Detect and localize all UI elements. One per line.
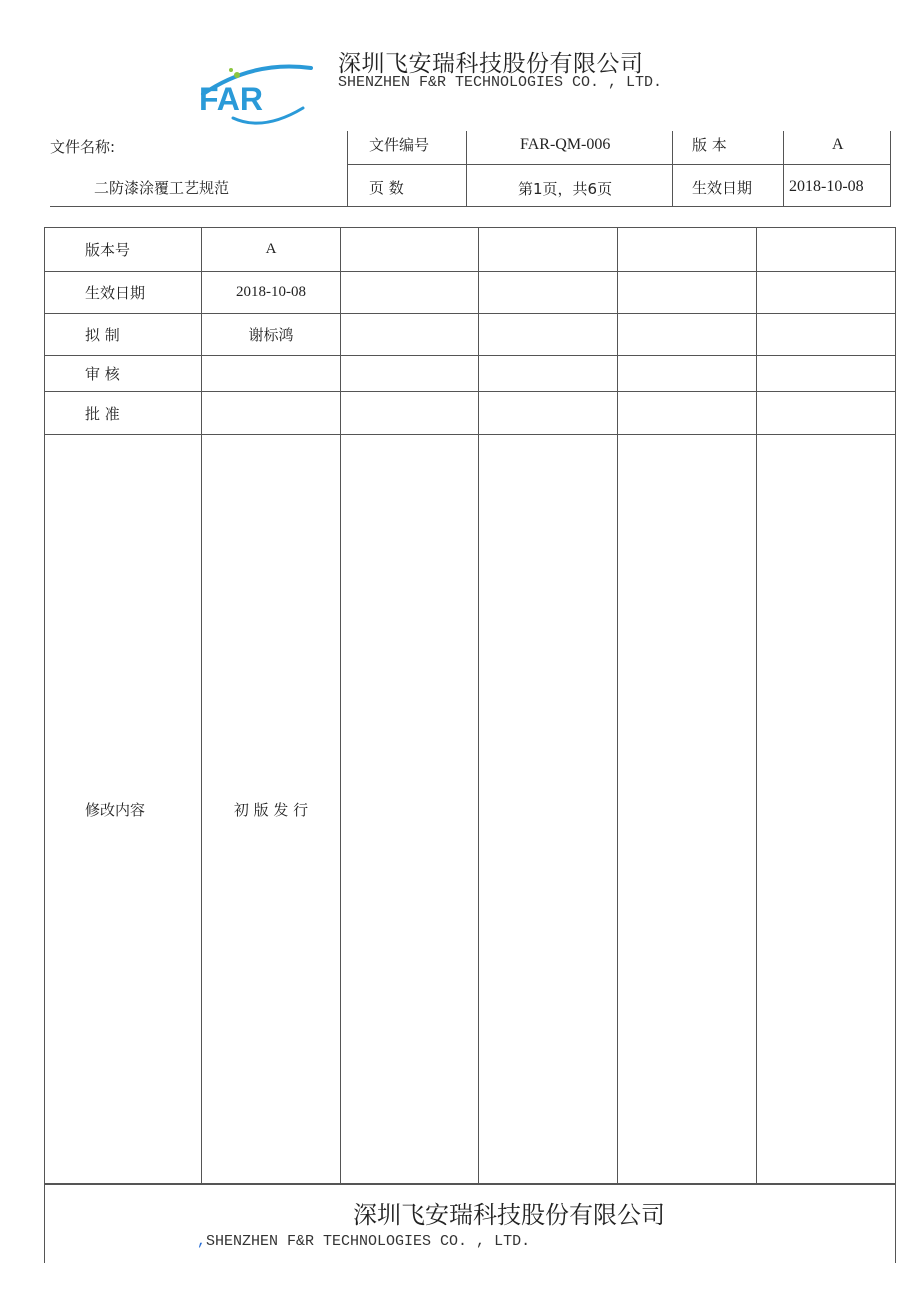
table-row — [45, 435, 896, 1185]
row-value: 初 版 发 行 — [202, 435, 341, 1185]
revision-table — [44, 227, 896, 1185]
header-divider — [50, 206, 891, 207]
row-label: 修改内容 — [45, 435, 202, 1185]
logo-text: FAR — [199, 81, 263, 117]
company-name-cn: 深圳飞安瑞科技股份有限公司 — [338, 51, 644, 77]
footer-company-en-text: SHENZHEN F&R TECHNOLOGIES CO. , LTD. — [206, 1233, 531, 1250]
header-divider — [466, 131, 467, 207]
row-label: 审 核 — [45, 356, 202, 392]
table-row — [45, 392, 896, 435]
row-value — [202, 356, 341, 392]
file-no-value: FAR-QM-006 — [520, 136, 611, 153]
row-value: 谢标鸿 — [202, 314, 341, 356]
effective-date-label: 生效日期 — [692, 179, 753, 197]
header-divider — [347, 131, 348, 207]
file-no-label: 文件编号 — [369, 136, 430, 154]
row-label: 批 准 — [45, 392, 202, 435]
file-name-label: 文件名称: — [50, 138, 116, 156]
header-divider — [672, 131, 673, 207]
company-name-en: SHENZHEN F&R TECHNOLOGIES CO. , LTD. — [338, 74, 663, 91]
header-divider — [783, 131, 784, 207]
footer-company-cn: 深圳飞安瑞科技股份有限公司 — [353, 1201, 665, 1229]
header-divider — [347, 164, 891, 165]
file-name-value: 二防漆涂覆工艺规范 — [94, 179, 230, 197]
table-row — [45, 356, 896, 392]
header-divider — [890, 131, 891, 207]
row-value: 2018-10-08 — [202, 272, 341, 314]
row-value — [202, 392, 341, 435]
row-label: 版本号 — [45, 228, 202, 272]
company-logo — [193, 58, 333, 132]
table-row — [45, 228, 896, 272]
row-label: 拟 制 — [45, 314, 202, 356]
footer-divider — [44, 1183, 45, 1263]
footer-divider — [895, 1183, 896, 1263]
row-label: 生效日期 — [45, 272, 202, 314]
footer-company-en: ,SHENZHEN F&R TECHNOLOGIES CO. , LTD. — [197, 1233, 531, 1250]
version-value: A — [832, 136, 844, 153]
version-label: 版 本 — [692, 136, 727, 154]
row-value: A — [202, 228, 341, 272]
table-row — [45, 314, 896, 356]
effective-date-value: 2018-10-08 — [789, 178, 864, 195]
table-row — [45, 272, 896, 314]
pages-label: 页 数 — [369, 179, 404, 197]
pages-value: 第1页，共6页 — [518, 180, 613, 198]
